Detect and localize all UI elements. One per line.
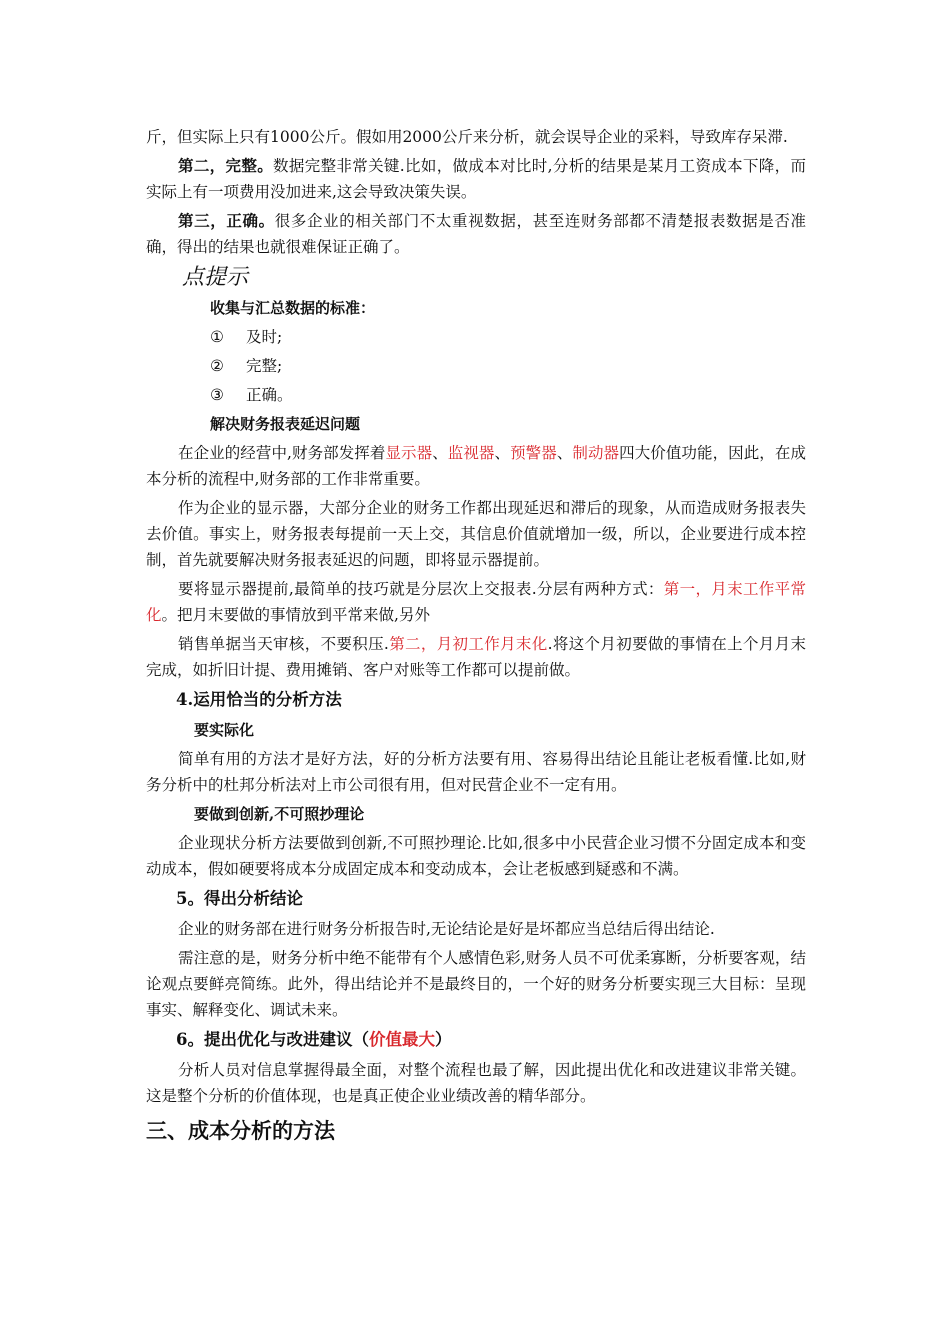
list-item-number: ② (210, 357, 224, 375)
document-page (146, 124, 806, 1147)
text-run: 四大价值功能，因此，在成本分析的流程中,财务部的工作非常重要。 (146, 444, 806, 488)
text-run: 在企业的经营中,财务部发挥着 (178, 444, 386, 462)
paragraph-display: 作为企业的显示器，大部分企业的财务工作都出现延迟和滞后的现象，从而造成财务报表失去价值。事实上，财务报表每提前一天上交，其信息价值就增加一级，所以，企业要进行成本控制，首先就要解决财务报表延迟的问题，即将显示器提前。 (146, 499, 806, 569)
list-item-text: 及时; (246, 328, 283, 346)
section-heading-6 (176, 1026, 806, 1054)
highlight-method-two: 第二，月初工作月末化 (388, 635, 548, 653)
text-run: ） (434, 1030, 452, 1049)
completeness-lead: 第二，完整。 (178, 156, 274, 175)
list-item (210, 324, 806, 350)
highlight-brake: 制动器 (572, 444, 620, 462)
standards-title: 收集与汇总数据的标准： (210, 299, 376, 317)
subheading-innovate: 要做到创新,不可照抄理论 (194, 805, 365, 823)
completeness-text: 数据完整非常关键.比如，做成本对比时,分析的结果是某月工资成本下降，而实际上有一项费用没加进来,这会导致决策失误。 (146, 157, 806, 201)
delay-title: 解决财务报表延迟问题 (210, 415, 361, 433)
text-run: 6。提出优化与改进建议（ (176, 1030, 369, 1049)
text-run: .将这个月初要做的事情在上个月月末完成，如折旧计提、费用摊销、客户对账等工作都可以提前做。 (146, 635, 806, 679)
list-item (210, 382, 806, 408)
highlight-alarm: 预警器 (510, 444, 557, 462)
list-item-text: 完整; (246, 357, 283, 375)
paragraph-correctness (146, 208, 806, 260)
paragraph-conclusion: 企业的财务部在进行财务分析报告时,无论结论是好是坏都应当总结后得出结论. (178, 920, 715, 938)
text-run: 销售单据当天审核，不要积压. (178, 635, 389, 653)
text-run: 。把月末要做的事情放到平常来做,另外 (161, 606, 430, 624)
text-run: 、 (556, 444, 573, 462)
paragraph-objectivity: 需注意的是，财务分析中绝不能带有个人感情色彩,财务人员不可优柔寡断，分析要客观，结论观点要鲜亮简练。此外，得出结论并不是最终目的，一个好的财务分析要实现三大目标：呈现事实、解释变化、调试未来。 (146, 949, 806, 1019)
highlight-max-value: 价值最大 (368, 1030, 435, 1049)
paragraph-completeness (146, 153, 806, 205)
highlight-display: 显示器 (385, 444, 433, 462)
paragraph-innovate: 企业现状分析方法要做到创新,不可照抄理论.比如,很多中小民营企业习惯不分固定成本和变动成本，假如硬要将成本分成固定成本和变动成本，会让老板感到疑惑和不满。 (146, 834, 806, 878)
text-run: 、 (432, 444, 448, 462)
highlight-method-one: 第一，月末工作平常化 (146, 580, 806, 624)
text-run: 要将显示器提前,最简单的技巧就是分层次上交报表.分层有两种方式： (178, 580, 664, 598)
tip-heading: 点提示 (182, 265, 249, 290)
chapter-heading: 三、成本分析的方法 (146, 1118, 335, 1143)
highlight-monitor: 监视器 (447, 444, 495, 462)
paragraph-four-functions (146, 440, 806, 492)
list-item-number: ① (210, 328, 224, 346)
correctness-lead: 第三，正确。 (178, 211, 275, 230)
section-heading-4: 4.运用恰当的分析方法 (176, 690, 342, 709)
list-item (210, 353, 806, 379)
subheading-practical: 要实际化 (194, 721, 255, 739)
paragraph-layered-reports (146, 576, 806, 628)
paragraph-sales-docs (146, 631, 806, 683)
paragraph-weight-example: 斤，但实际上只有1000公斤。假如用2000公斤来分析，就会误导企业的采料，导致库存呆滞. (146, 128, 788, 146)
section-heading-5: 5。得出分析结论 (176, 889, 303, 908)
list-item-text: 正确。 (246, 386, 293, 404)
paragraph-suggestions: 分析人员对信息掌握得最全面，对整个流程也最了解，因此提出优化和改进建议非常关键。这是整个分析的价值体现，也是真正使企业业绩改善的精华部分。 (146, 1061, 806, 1105)
text-run: 、 (494, 444, 511, 462)
paragraph-simple-methods: 简单有用的方法才是好方法，好的分析方法要有用、容易得出结论且能让老板看懂.比如,财务分析中的杜邦分析法对上市公司很有用，但对民营企业不一定有用。 (146, 750, 806, 794)
list-item-number: ③ (210, 386, 224, 404)
correctness-text: 很多企业的相关部门不太重视数据，甚至连财务部都不清楚报表数据是否准确，得出的结果也就很难保证正确了。 (146, 212, 806, 256)
